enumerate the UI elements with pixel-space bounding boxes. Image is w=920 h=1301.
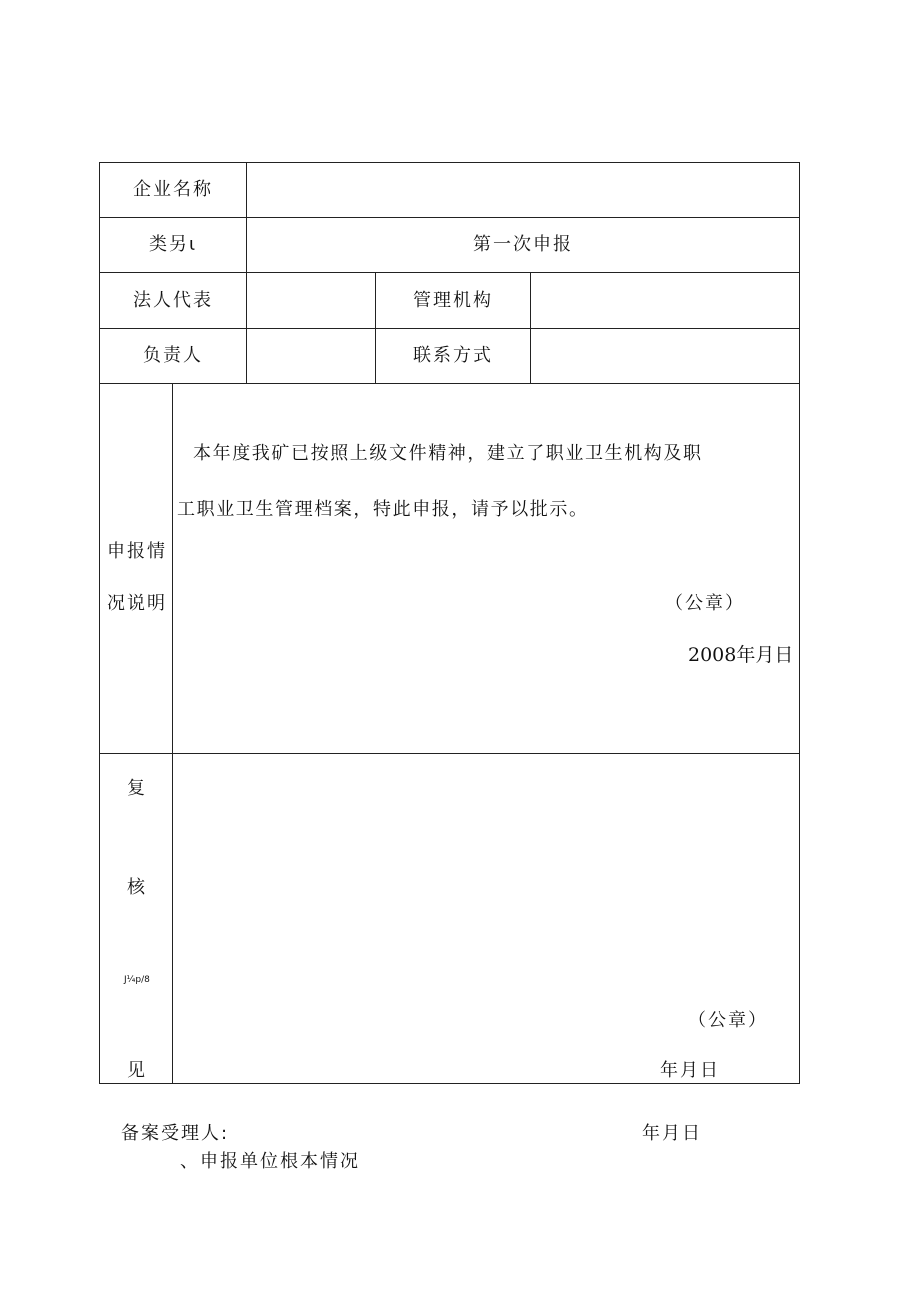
management-label: 管理机构 — [413, 290, 493, 311]
section-title: 、申报单位根本情况 — [180, 1151, 360, 1172]
table-rule — [99, 328, 800, 329]
table-rule — [99, 217, 800, 218]
declaration-label-line2: 况说明 — [107, 593, 167, 614]
contact-label: 联系方式 — [413, 345, 493, 366]
review-date: 年月日 — [660, 1060, 720, 1081]
table-border-right — [799, 162, 800, 1083]
declaration-seal: （公章） — [665, 593, 745, 614]
person-in-charge-label: 负责人 — [143, 345, 203, 366]
legal-rep-value[interactable] — [255, 292, 370, 312]
legal-rep-label: 法人代表 — [133, 290, 213, 311]
table-border-bottom — [99, 1083, 800, 1084]
contact-value[interactable] — [540, 347, 790, 367]
review-label-char2: 核 — [127, 877, 147, 898]
table-rule-vertical — [375, 272, 376, 383]
receiver-label: 备案受理人: — [121, 1123, 230, 1144]
person-in-charge-value[interactable] — [255, 347, 370, 367]
table-rule — [99, 383, 800, 384]
category-label: 类另ι — [148, 234, 198, 255]
receiver-date: 年月日 — [642, 1123, 702, 1144]
review-label-char4: 见 — [127, 1060, 147, 1081]
table-border-top — [99, 162, 800, 163]
review-label-char1: 复 — [127, 778, 147, 799]
table-rule — [99, 753, 800, 754]
company-name-label: 企业名称 — [133, 179, 213, 200]
table-rule-vertical — [246, 162, 247, 383]
management-value[interactable] — [540, 292, 790, 312]
declaration-label-line1: 申报情 — [107, 541, 167, 562]
review-label-garbled: J¼p/8 — [124, 975, 150, 985]
review-seal: （公章） — [688, 1010, 768, 1031]
table-rule-vertical — [172, 383, 173, 1083]
table-rule — [99, 272, 800, 273]
declaration-text-line1: 本年度我矿已按照上级文件精神，建立了职业卫生机构及职 — [193, 443, 703, 464]
table-rule-vertical — [530, 272, 531, 383]
category-value[interactable]: 第一次申报 — [473, 234, 573, 255]
declaration-text-line2: 工职业卫生管理档案，特此申报，请予以批示。 — [177, 499, 589, 520]
company-name-value[interactable] — [260, 181, 790, 201]
declaration-date: 2008年月日 — [688, 644, 794, 666]
